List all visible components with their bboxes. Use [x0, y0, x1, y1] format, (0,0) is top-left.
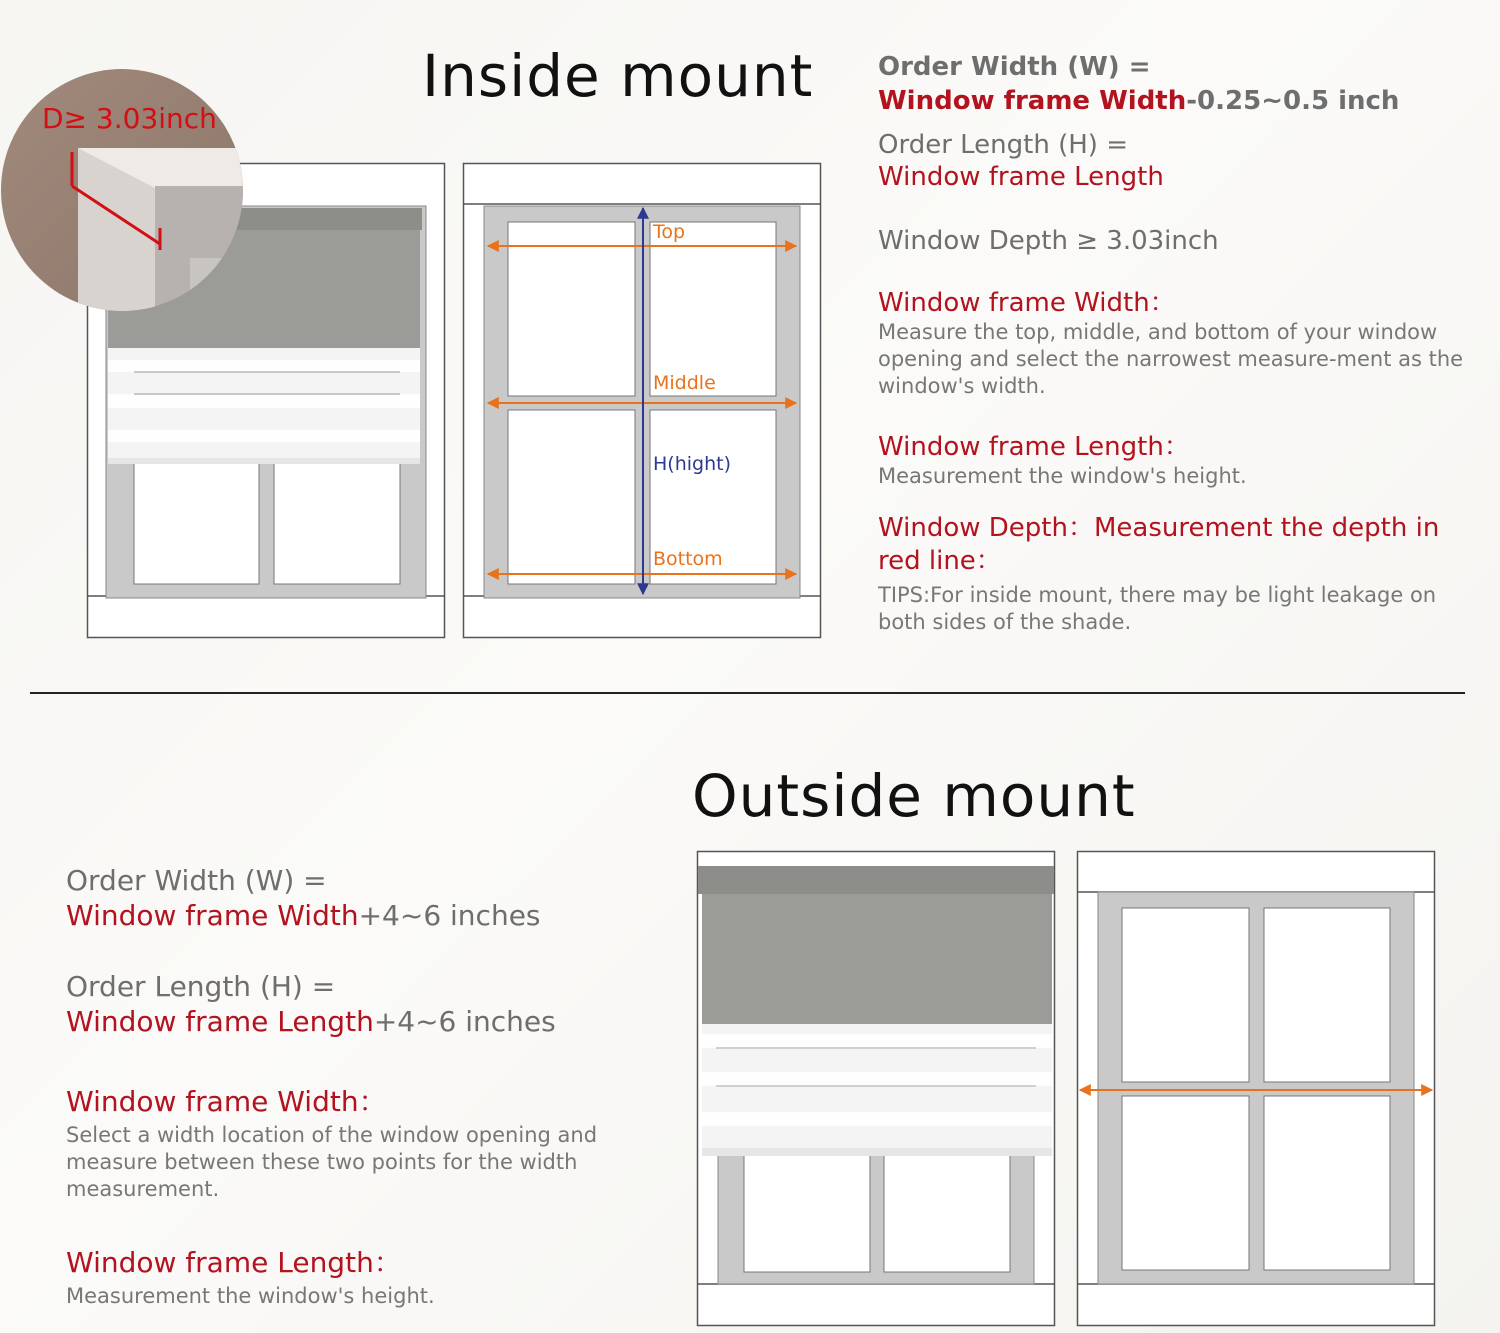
inside-frame-width-desc: Measure the top, middle, and bottom of your window opening and select the narrowest measure-ment as the window's width.	[878, 320, 1464, 398]
outside-shade-diagram	[696, 850, 1058, 1330]
outside-frame-length-desc: Measurement the window's height.	[66, 1284, 435, 1308]
inside-depth-heading: Window Depth：Measurement the depth in red line：	[878, 513, 1440, 576]
inside-measure-diagram	[462, 162, 824, 642]
depth-badge-label: D≥ 3.03inch	[42, 102, 217, 135]
outside-order-length-formula	[66, 1005, 666, 1038]
outside-frame-width-heading: Window frame Width：	[66, 1085, 387, 1118]
outside-text-column	[66, 864, 666, 1310]
inside-frame-length-desc: Measurement the window's height.	[878, 464, 1247, 488]
outside-order-width-suffix: +4~6 inches	[358, 899, 541, 932]
outside-frame-length-heading: Window frame Length：	[66, 1246, 402, 1279]
outside-order-width-label: Order Width (W) =	[66, 864, 327, 897]
label-top: Top	[653, 221, 686, 243]
outside-order-width-red: Window frame Width	[66, 899, 359, 932]
inside-text-column	[878, 52, 1478, 636]
inside-tips: TIPS:For inside mount, there may be light leakage on both sides of the shade.	[878, 583, 1437, 634]
inside-order-width-suffix: -0.25~0.5 inch	[1186, 86, 1400, 116]
outside-measure-diagram	[1076, 850, 1438, 1330]
inside-order-length-red: Window frame Length	[878, 162, 1164, 192]
outside-order-length-suffix: +4~6 inches	[373, 1005, 556, 1038]
label-height: H(hight)	[653, 453, 731, 475]
section-divider	[30, 692, 1465, 694]
label-bottom: Bottom	[653, 548, 723, 570]
inside-frame-width-heading: Window frame Width：	[878, 288, 1176, 318]
inside-order-width-red: Window frame Width	[878, 86, 1187, 116]
outside-mount-title: Outside mount	[692, 762, 1136, 830]
outside-order-length-label: Order Length (H) =	[66, 970, 336, 1003]
inside-order-width-formula	[878, 86, 1478, 116]
inside-order-width-label: Order Width (W) =	[878, 52, 1151, 82]
outside-order-length-red: Window frame Length	[66, 1005, 374, 1038]
inside-window-depth: Window Depth ≥ 3.03inch	[878, 226, 1219, 256]
inside-mount-title: Inside mount	[422, 42, 814, 110]
inside-order-length-label: Order Length (H) =	[878, 130, 1128, 160]
inside-frame-length-heading: Window frame Length：	[878, 432, 1190, 462]
outside-frame-width-desc: Select a width location of the window opening and measure between these two points for the width measurement.	[66, 1123, 598, 1201]
outside-order-width-formula	[66, 899, 666, 932]
label-middle: Middle	[653, 372, 716, 394]
